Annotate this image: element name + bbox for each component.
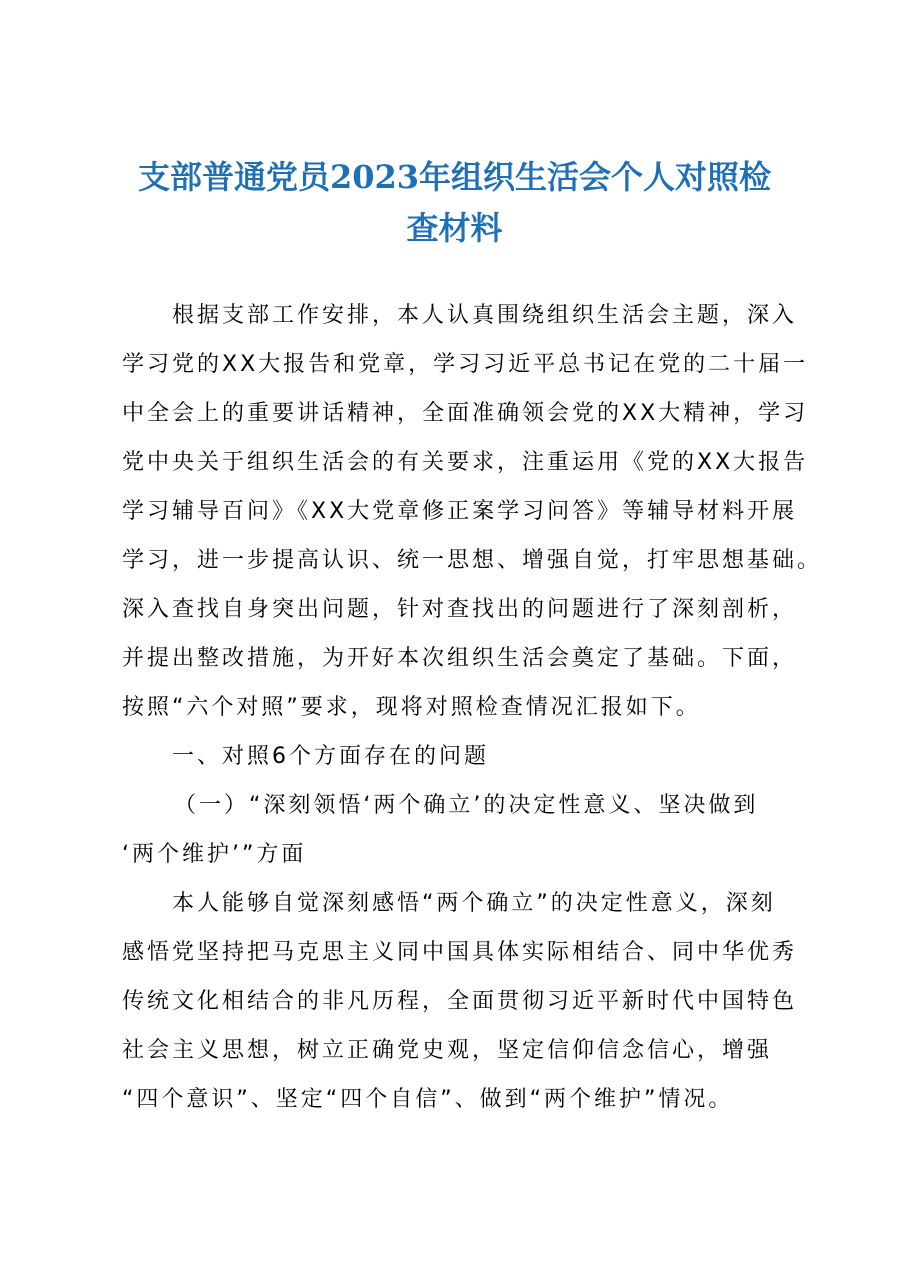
paragraph-line: 社会主义思想，树立正确党史观，坚定信仰信念信心，增强 xyxy=(122,1038,773,1063)
paragraph-line: 并提出整改措施，为开好本次组织生活会奠定了基础。下面， xyxy=(122,646,798,671)
paragraph-line: 深入查找自身突出问题，针对查找出的问题进行了深刻剖析， xyxy=(122,597,798,622)
paragraph-line: 本人能够自觉深刻感悟“两个确立”的决定性意义，深刻 xyxy=(172,891,776,916)
subsection-heading: （一）“深刻领悟‘两个确立’的决定性意义、坚决做到 xyxy=(174,793,759,818)
paragraph-line: 学习辅导百问》《XX大党章修正案学习问答》等辅导材料开展 xyxy=(122,499,798,524)
paragraph-line: 学习，进一步提高认识、统一思想、增强自觉，打牢思想基础。 xyxy=(122,548,823,573)
paragraph-line: 根据支部工作安排，本人认真围绕组织生活会主题，深入 xyxy=(172,303,798,328)
paragraph-line: 传统文化相结合的非凡历程，全面贯彻习近平新时代中国特色 xyxy=(122,989,798,1014)
paragraph-line: 学习党的XX大报告和党章，学习习近平总书记在党的二十届一 xyxy=(122,352,809,377)
paragraph-line: 按照“六个对照”要求，现将对照检查情况汇报如下。 xyxy=(122,695,701,720)
paragraph-line: “四个意识”、坚定“四个自信”、做到“两个维护”情况。 xyxy=(122,1087,734,1112)
section-heading: 一、对照6个方面存在的问题 xyxy=(172,744,489,769)
paragraph-line: 党中央关于组织生活会的有关要求，注重运用《党的XX大报告 xyxy=(122,450,809,475)
paragraph-line: 中全会上的重要讲话精神，全面准确领会党的XX大精神，学习 xyxy=(122,401,809,426)
paragraph-line: 感悟党坚持把马克思主义同中国具体实际相结合、同中华优秀 xyxy=(122,940,798,965)
document-title-line-2: 查材料 xyxy=(406,209,503,247)
subsection-heading: ‘两个维护’”方面 xyxy=(122,842,307,867)
document-title-line-1: 支部普通党员2023年组织生活会个人对照检 xyxy=(137,158,772,196)
